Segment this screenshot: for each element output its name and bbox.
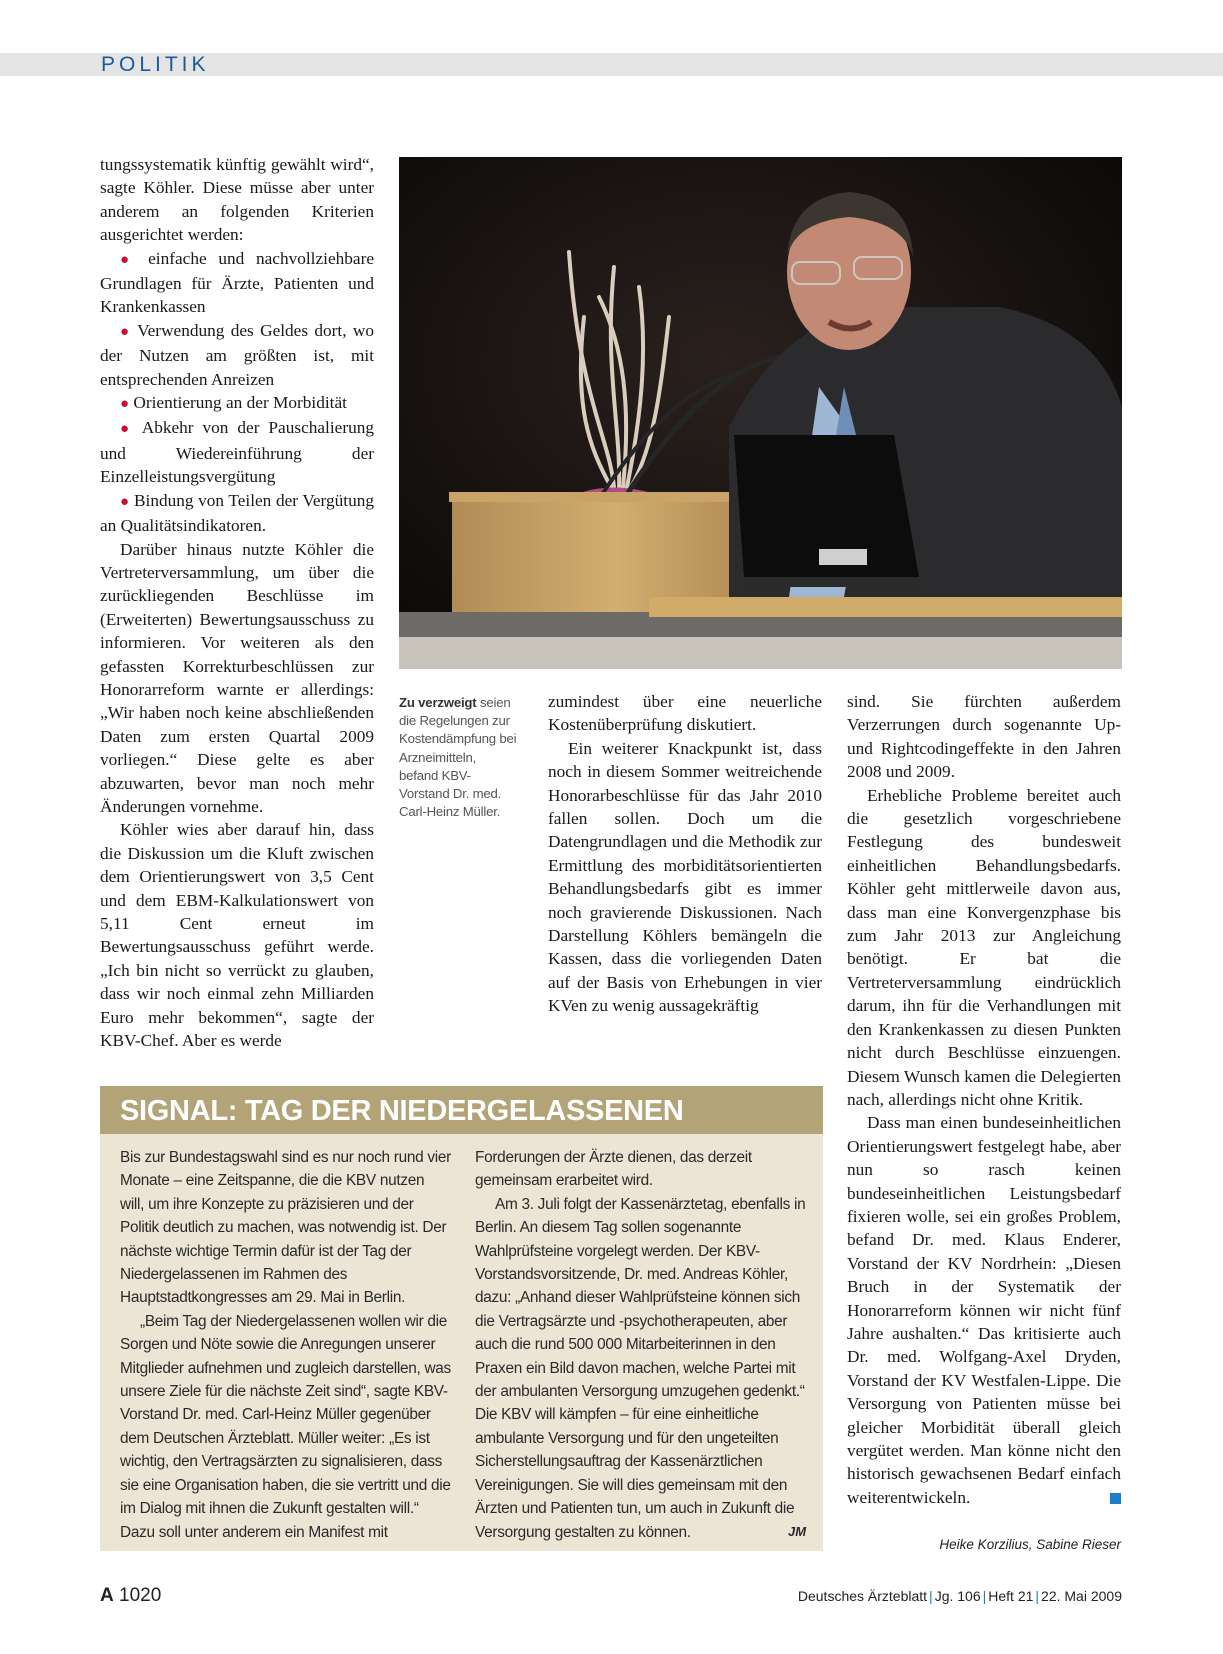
box-title: SIGNAL: TAG DER NIEDERGELASSENEN <box>120 1095 684 1127</box>
journal-date: 22. Mai 2009 <box>1041 1588 1122 1604</box>
bullet-icon: ● <box>120 421 134 438</box>
list-item <box>100 319 374 391</box>
separator: | <box>982 1588 987 1604</box>
article-column-2 <box>548 690 822 1018</box>
list-item-text: einfache und nachvollziehbare Grundlagen für Ärzte, Patienten und Krankenkassen <box>100 248 374 317</box>
paragraph: Ein weiterer Knackpunkt ist, dass noch in diesem Sommer weitreichende Honorarbeschlüsse für das Jahr 2010 fallen sollen. Doch um die Datengrundlagen und die Methodik zur Ermittlung des morbiditätsorientierten Behandlungsbedarfs gibt es immer noch gravierende Diskussionen. Nach Darstellung Köhlers bemängeln die Kassen, dass die vorliegenden Daten auf der Basis von Erhebungen in vier KVen zu wenig aussagekräftig <box>548 738 822 1016</box>
paragraph: Bis zur Bundestagswahl sind es nur noch rund vier Monate – eine Zeitspanne, die die KBV nutzen will, um ihre Konzepte zu präzisieren und der Politik deutlich zu machen, was notwendig ist. Der nächste wichtige Termin dafür ist der Tag der Niedergelassenen im Rahmen des Hauptstadtkongresses am 29. Mai in Berlin. <box>120 1149 451 1307</box>
box-column-2 <box>475 1146 807 1544</box>
paragraph-final <box>847 1111 1121 1509</box>
paragraph: zumindest über eine neuerliche Kostenüberprüfung diskutiert. <box>548 692 822 735</box>
end-mark-icon <box>1110 1493 1121 1504</box>
list-item-text: Verwendung des Geldes dort, wo der Nutzen am größten ist, mit entsprechenden Anreizen <box>100 320 374 389</box>
journal-name: Deutsches Ärzteblatt <box>797 1588 928 1604</box>
photo-speaker-at-podium <box>399 157 1122 669</box>
journal-issue: Heft 21 <box>988 1588 1034 1604</box>
article-authors: Heike Korzilius, Sabine Rieser <box>939 1537 1121 1552</box>
bullet-icon: ● <box>120 323 132 340</box>
list-item-text: Bindung von Teilen der Vergütung an Qualitätsindikatoren. <box>100 490 374 536</box>
separator: | <box>929 1588 933 1604</box>
paragraph: Forderungen der Ärzte dienen, das derzeit gemeinsam erarbeitet wird. <box>475 1149 752 1190</box>
paragraph: Erhebliche Probleme bereitet auch die gesetzlich vorgeschriebene Festlegung des bundesweit einheitlichen Behandlungsbedarfs. Köhler geht mittlerweile davon aus, dass man eine Konvergenzphase bis zum Jahr 2013 zur Angleichung benötigt. Er bat die Vertreterversammlung eindrücklich darum, ihn für die Verhandlungen mit den Krankenkassen zu diesen Punkten nicht durch Beschlüsse einzuengen. Diesem Wunsch kamen die Delegierten nach, allerdings nicht ohne Kritik. <box>847 785 1121 1109</box>
section-rubric: POLITIK <box>101 53 210 76</box>
paragraph: „Beim Tag der Niedergelassenen wollen wir die Sorgen und Nöte sowie die Anregungen unserer Mitglieder aufnehmen und zugleich darstellen, was unsere Ziele für die nächste Zeit sind“, sagte KBV-Vorstand Dr. med. Carl-Heinz Müller gegenüber dem Deutschen Ärzteblatt. Müller weiter: „Es ist wichtig, den Vertragsärzten zu signalisieren, dass sie eine Organisation haben, die sie vertritt und die im Dialog mit ihnen die Zukunft gestalten will.“ Dazu soll unter anderem ein Manifest mit <box>120 1312 451 1541</box>
paragraph: sind. Sie fürchten außerdem Verzerrungen durch sogenannte Up- und Rightcodingeffekte in den Jahren 2008 und 2009. <box>847 692 1121 782</box>
paragraph: Köhler wies aber darauf hin, dass die Diskussion um die Kluft zwischen dem Orientierungswert von 3,5 Cent und dem EBM-Kalkulationswert von 5,11 Cent erneut im Bewertungsausschuss geführt werde. „Ich bin nicht so verrückt zu glauben, dass wir noch einmal zehn Milliarden Euro mehr bekommen“, sagte der KBV-Chef. Aber es werde <box>100 820 374 1051</box>
caption-text: seien die Regelungen zur Kostendämpfung bei Arzneimitteln, befand KBV-Vorstand Dr. med. Carl-Heinz Müller. <box>399 695 517 820</box>
article-photo <box>399 157 1122 669</box>
bullet-icon: ● <box>120 251 137 268</box>
page-number <box>100 1585 161 1607</box>
journal-volume: Jg. 106 <box>934 1588 981 1604</box>
box-column-1 <box>120 1146 452 1544</box>
page-prefix: A <box>100 1585 114 1606</box>
photo-caption <box>399 694 517 821</box>
footer-citation <box>798 1588 1122 1604</box>
box-header <box>100 1086 823 1134</box>
sidebar-box <box>100 1086 823 1551</box>
list-item <box>100 489 374 538</box>
bullet-icon: ● <box>120 493 130 510</box>
list-item-text: Orientierung an der Morbidität <box>133 393 347 413</box>
paragraph: Am 3. Juli folgt der Kassenärztetag, ebenfalls in Berlin. An diesem Tag sollen sogenannte Wahlprüfsteine vorgelegt werden. Der KBV-Vorstandsvorsitzende, Dr. med. Andreas Köhler, dazu: „Anhand dieser Wahlprüfsteine können sich die Vertragsärzte und -psychotherapeuten, aber auch die rund 500 000 Mitarbeiterinnen in den Praxen ein Bild davon machen, welche Partei mit der ambulanten Versorgung umzugehen gedenkt.“ Die KBV will kämpfen – für eine einheitliche ambulante Versorgung und für den ungeteilten Sicherstellungsauftrag der Kassenärztlichen Vereinigungen. Sie will dies gemeinsam mit den Ärzten und Patienten tun, um auch in Zukunft die Versorgung gestalten zu können. <box>475 1195 806 1541</box>
paragraph: tungssystematik künftig gewählt wird“, sagte Köhler. Diese müsse aber unter anderem an folgenden Kriterien ausgerichtet werden: <box>100 155 374 245</box>
page-number-value: 1020 <box>119 1585 162 1606</box>
paragraph: Darüber hinaus nutzte Köhler die Vertreterversammlung, um über die zurückliegenden Beschlüsse im (Erweiterten) Bewertungsausschuss zu informieren. Vor weiteren als den gefassten Korrekturbeschlüssen zur Honorarreform warnte er allerdings: „Wir haben noch keine abschließenden Daten zum ersten Quartal 2009 vorliegen.“ Diese gelte es aber abzuwarten, bevor man noch mehr Änderungen vornehme. <box>100 539 374 816</box>
paragraph-text: Dass man einen bundeseinheitlichen Orientierungswert festgelegt habe, aber nun so rasch keinen bundeseinheitlichen Leistungsbedarf fixieren wolle, sei ein großes Problem, befand Dr. med. Klaus Enderer, Vorstand der KV Nordrhein: „Diesen Bruch in der Systematik der Honorarreform können wir nicht fünf Jahre aushalten.“ Das kritisierte auch Dr. med. Wolfgang-Axel Dryden, Vorstand der KV Westfalen-Lippe. Die Versorgung von Patienten müsse bei gleicher Morbidität überall gleich vergütet werden. Man könne nicht den historisch gewachsenen Bedarf einfach weiterentwickeln. <box>847 1113 1121 1507</box>
list-item <box>100 391 374 416</box>
box-author-initials: JM <box>788 1524 807 1539</box>
separator: | <box>1035 1588 1040 1604</box>
article-column-1 <box>100 153 374 1052</box>
bullet-icon: ● <box>120 396 130 413</box>
list-item-text: Abkehr von der Pauschalierung und Wiedereinführung der Einzelleistungsvergütung <box>100 418 374 487</box>
caption-lead: Zu verzweigt <box>399 695 477 710</box>
list-item <box>100 416 374 488</box>
article-column-3 <box>847 690 1121 1509</box>
list-item <box>100 247 374 319</box>
